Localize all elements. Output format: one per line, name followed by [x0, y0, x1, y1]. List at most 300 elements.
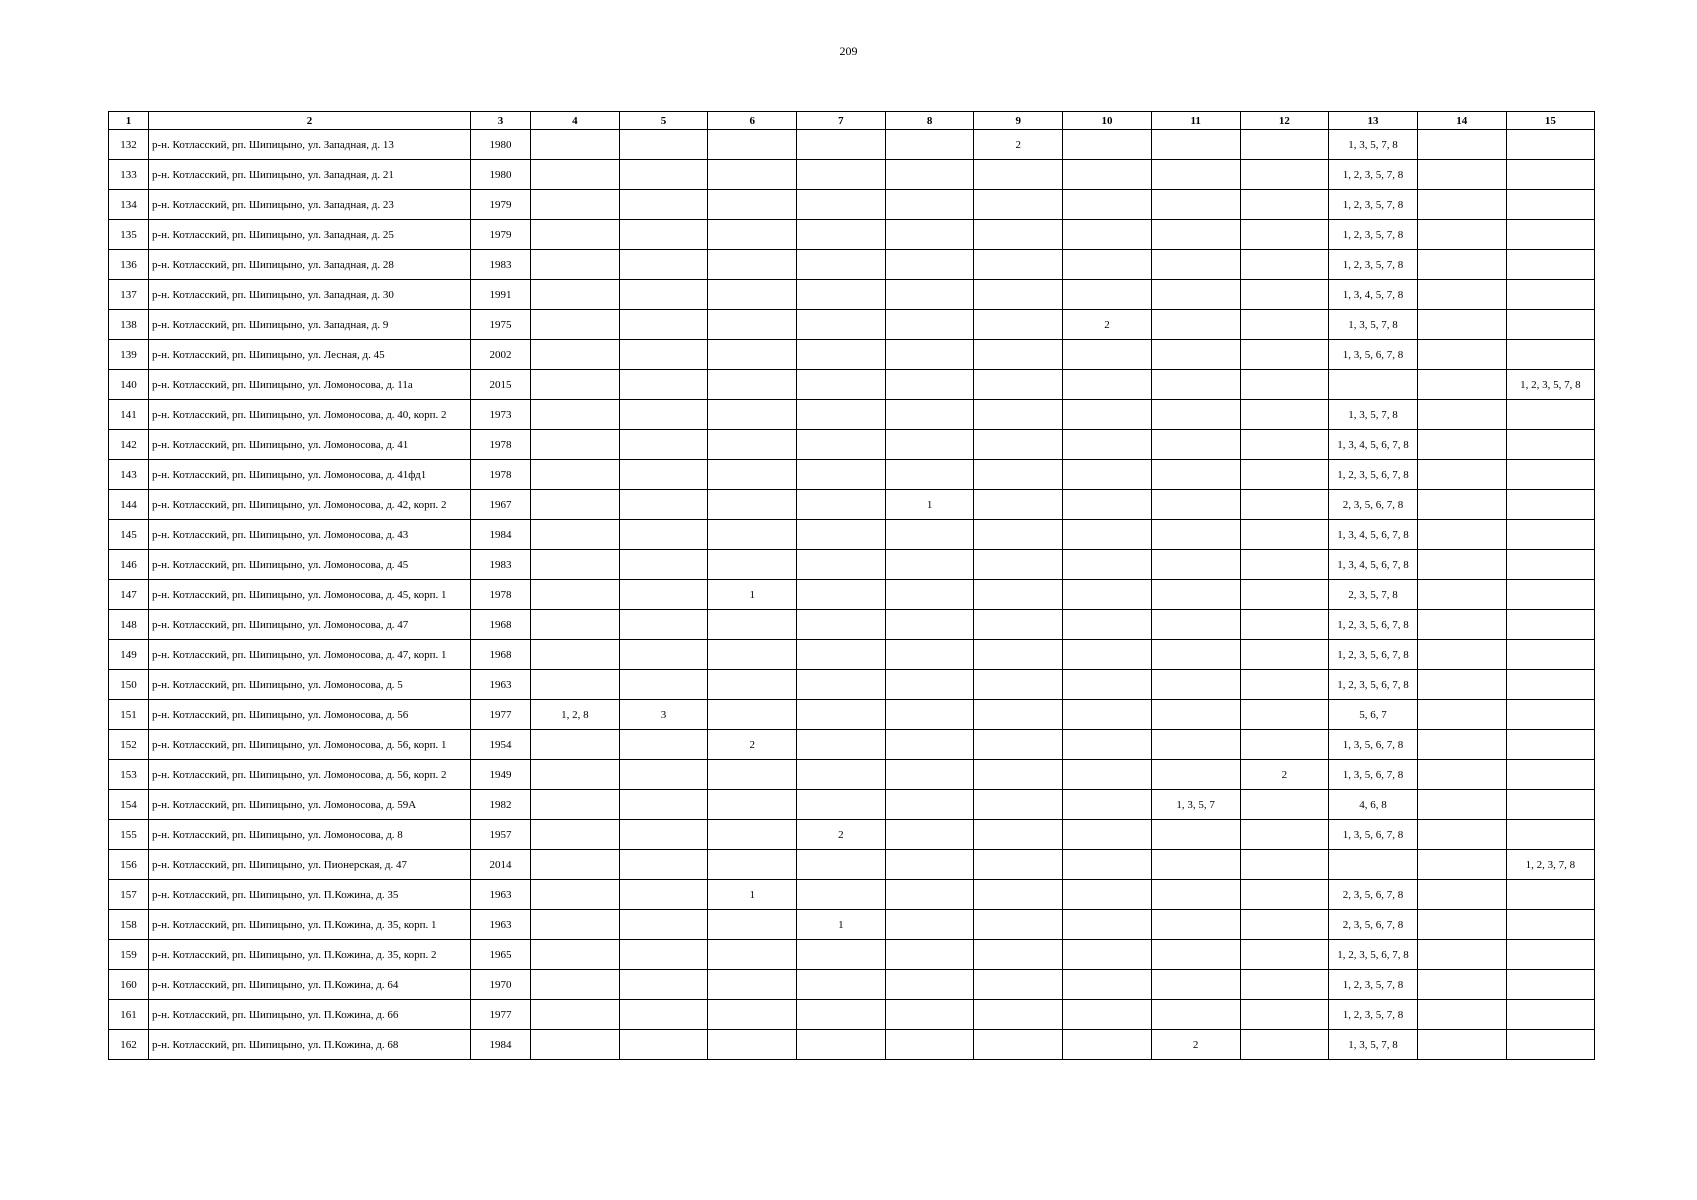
column-13-cell: 1, 2, 3, 5, 7, 8	[1329, 220, 1418, 250]
column-14-cell	[1417, 430, 1506, 460]
column-4-cell	[531, 550, 620, 580]
column-13-cell: 1, 2, 3, 5, 6, 7, 8	[1329, 610, 1418, 640]
year-cell: 1963	[471, 880, 531, 910]
column-12-cell	[1240, 790, 1329, 820]
column-7-cell	[797, 880, 886, 910]
column-15-cell	[1506, 940, 1595, 970]
column-header-2: 2	[149, 112, 471, 130]
column-4-cell	[531, 430, 620, 460]
column-8-cell	[885, 820, 974, 850]
housing-registry-table	[108, 111, 1595, 1060]
column-14-cell	[1417, 250, 1506, 280]
column-8-cell	[885, 310, 974, 340]
column-12-cell	[1240, 370, 1329, 400]
column-15-cell	[1506, 220, 1595, 250]
column-5-cell	[619, 490, 708, 520]
column-4-cell	[531, 970, 620, 1000]
column-10-cell	[1063, 190, 1152, 220]
column-11-cell	[1151, 130, 1240, 160]
column-7-cell	[797, 400, 886, 430]
column-4-cell	[531, 880, 620, 910]
table-row	[109, 130, 1595, 160]
address-cell: р-н. Котласский, рп. Шипицыно, ул. Западная, д. 28	[149, 250, 471, 280]
column-8-cell	[885, 790, 974, 820]
column-14-cell	[1417, 610, 1506, 640]
column-header-12: 12	[1240, 112, 1329, 130]
year-cell: 1978	[471, 580, 531, 610]
column-13-cell: 1, 3, 4, 5, 7, 8	[1329, 280, 1418, 310]
column-4-cell	[531, 190, 620, 220]
row-number-cell: 155	[109, 820, 149, 850]
column-11-cell	[1151, 940, 1240, 970]
column-15-cell	[1506, 670, 1595, 700]
address-cell: р-н. Котласский, рп. Шипицыно, ул. Ломоносова, д. 47	[149, 610, 471, 640]
column-7-cell	[797, 970, 886, 1000]
column-7-cell	[797, 190, 886, 220]
row-number-cell: 154	[109, 790, 149, 820]
column-15-cell	[1506, 430, 1595, 460]
row-number-cell: 147	[109, 580, 149, 610]
column-4-cell	[531, 760, 620, 790]
column-5-cell	[619, 850, 708, 880]
column-5-cell	[619, 730, 708, 760]
column-6-cell	[708, 160, 797, 190]
column-10-cell	[1063, 640, 1152, 670]
column-7-cell	[797, 1030, 886, 1060]
column-8-cell	[885, 700, 974, 730]
column-8-cell	[885, 130, 974, 160]
column-5-cell	[619, 190, 708, 220]
column-15-cell	[1506, 820, 1595, 850]
column-11-cell: 1, 3, 5, 7	[1151, 790, 1240, 820]
column-10-cell	[1063, 340, 1152, 370]
column-9-cell	[974, 310, 1063, 340]
column-12-cell	[1240, 670, 1329, 700]
column-9-cell	[974, 730, 1063, 760]
column-15-cell	[1506, 550, 1595, 580]
year-cell: 1980	[471, 160, 531, 190]
column-10-cell	[1063, 130, 1152, 160]
year-cell: 1963	[471, 910, 531, 940]
column-15-cell	[1506, 1000, 1595, 1030]
column-8-cell	[885, 460, 974, 490]
column-6-cell	[708, 790, 797, 820]
column-6-cell	[708, 970, 797, 1000]
column-6-cell: 1	[708, 580, 797, 610]
column-6-cell	[708, 1000, 797, 1030]
column-9-cell	[974, 190, 1063, 220]
column-14-cell	[1417, 280, 1506, 310]
column-12-cell	[1240, 640, 1329, 670]
column-7-cell	[797, 340, 886, 370]
column-14-cell	[1417, 160, 1506, 190]
table-row	[109, 250, 1595, 280]
row-number-cell: 135	[109, 220, 149, 250]
column-9-cell	[974, 820, 1063, 850]
column-15-cell	[1506, 160, 1595, 190]
table-row	[109, 280, 1595, 310]
row-number-cell: 145	[109, 520, 149, 550]
table-row	[109, 1030, 1595, 1060]
table-row	[109, 790, 1595, 820]
column-5-cell	[619, 340, 708, 370]
column-4-cell	[531, 1000, 620, 1030]
column-10-cell	[1063, 910, 1152, 940]
table-row	[109, 460, 1595, 490]
column-10-cell	[1063, 490, 1152, 520]
column-6-cell	[708, 190, 797, 220]
column-4-cell	[531, 520, 620, 550]
column-13-cell: 1, 3, 5, 6, 7, 8	[1329, 820, 1418, 850]
table-row	[109, 190, 1595, 220]
column-15-cell	[1506, 1030, 1595, 1060]
column-11-cell	[1151, 280, 1240, 310]
year-cell: 1977	[471, 1000, 531, 1030]
column-12-cell	[1240, 130, 1329, 160]
table-row	[109, 370, 1595, 400]
column-6-cell	[708, 280, 797, 310]
column-9-cell	[974, 880, 1063, 910]
year-cell: 1978	[471, 430, 531, 460]
column-5-cell	[619, 670, 708, 700]
table-row	[109, 970, 1595, 1000]
column-11-cell	[1151, 550, 1240, 580]
column-6-cell	[708, 910, 797, 940]
column-6-cell	[708, 220, 797, 250]
column-header-10: 10	[1063, 112, 1152, 130]
column-11-cell	[1151, 520, 1240, 550]
column-8-cell	[885, 880, 974, 910]
column-5-cell	[619, 370, 708, 400]
address-cell: р-н. Котласский, рп. Шипицыно, ул. Ломоносова, д. 43	[149, 520, 471, 550]
column-13-cell: 1, 3, 5, 7, 8	[1329, 130, 1418, 160]
column-11-cell	[1151, 970, 1240, 1000]
column-12-cell	[1240, 220, 1329, 250]
table-row	[109, 310, 1595, 340]
column-5-cell	[619, 460, 708, 490]
column-8-cell: 1	[885, 490, 974, 520]
column-11-cell	[1151, 340, 1240, 370]
column-9-cell	[974, 160, 1063, 190]
row-number-cell: 157	[109, 880, 149, 910]
column-11-cell	[1151, 670, 1240, 700]
column-6-cell	[708, 610, 797, 640]
column-13-cell: 2, 3, 5, 6, 7, 8	[1329, 880, 1418, 910]
column-7-cell	[797, 430, 886, 460]
year-cell: 1968	[471, 640, 531, 670]
column-14-cell	[1417, 1000, 1506, 1030]
row-number-cell: 137	[109, 280, 149, 310]
column-4-cell	[531, 490, 620, 520]
column-header-4: 4	[531, 112, 620, 130]
column-15-cell	[1506, 190, 1595, 220]
column-13-cell: 4, 6, 8	[1329, 790, 1418, 820]
column-15-cell	[1506, 490, 1595, 520]
column-11-cell	[1151, 640, 1240, 670]
row-number-cell: 140	[109, 370, 149, 400]
year-cell: 1979	[471, 190, 531, 220]
column-15-cell	[1506, 790, 1595, 820]
column-10-cell	[1063, 400, 1152, 430]
table-row	[109, 220, 1595, 250]
column-4-cell	[531, 460, 620, 490]
column-9-cell	[974, 850, 1063, 880]
column-11-cell	[1151, 370, 1240, 400]
address-cell: р-н. Котласский, рп. Шипицыно, ул. Западная, д. 21	[149, 160, 471, 190]
column-4-cell	[531, 250, 620, 280]
row-number-cell: 149	[109, 640, 149, 670]
column-12-cell	[1240, 910, 1329, 940]
column-6-cell	[708, 850, 797, 880]
address-cell: р-н. Котласский, рп. Шипицыно, ул. Ломоносова, д. 5	[149, 670, 471, 700]
column-12-cell	[1240, 190, 1329, 220]
column-12-cell	[1240, 610, 1329, 640]
year-cell: 1954	[471, 730, 531, 760]
table-row	[109, 520, 1595, 550]
column-10-cell	[1063, 940, 1152, 970]
column-4-cell	[531, 820, 620, 850]
column-5-cell	[619, 820, 708, 850]
column-6-cell	[708, 700, 797, 730]
table-row	[109, 640, 1595, 670]
column-4-cell	[531, 940, 620, 970]
row-number-cell: 161	[109, 1000, 149, 1030]
column-9-cell	[974, 250, 1063, 280]
column-9-cell	[974, 1000, 1063, 1030]
column-6-cell	[708, 940, 797, 970]
column-4-cell	[531, 670, 620, 700]
column-11-cell	[1151, 190, 1240, 220]
column-4-cell	[531, 130, 620, 160]
column-10-cell	[1063, 550, 1152, 580]
column-8-cell	[885, 730, 974, 760]
column-15-cell: 1, 2, 3, 7, 8	[1506, 850, 1595, 880]
row-number-cell: 144	[109, 490, 149, 520]
column-4-cell	[531, 340, 620, 370]
column-14-cell	[1417, 910, 1506, 940]
column-14-cell	[1417, 400, 1506, 430]
column-5-cell	[619, 640, 708, 670]
column-14-cell	[1417, 220, 1506, 250]
column-10-cell	[1063, 700, 1152, 730]
column-14-cell	[1417, 850, 1506, 880]
address-cell: р-н. Котласский, рп. Шипицыно, ул. Ломоносова, д. 41	[149, 430, 471, 460]
column-11-cell	[1151, 730, 1240, 760]
column-14-cell	[1417, 550, 1506, 580]
column-14-cell	[1417, 700, 1506, 730]
column-10-cell	[1063, 280, 1152, 310]
column-8-cell	[885, 610, 974, 640]
column-7-cell	[797, 1000, 886, 1030]
table-row	[109, 580, 1595, 610]
column-14-cell	[1417, 340, 1506, 370]
column-9-cell	[974, 490, 1063, 520]
address-cell: р-н. Котласский, рп. Шипицыно, ул. П.Кожина, д. 35, корп. 2	[149, 940, 471, 970]
year-cell: 1991	[471, 280, 531, 310]
address-cell: р-н. Котласский, рп. Шипицыно, ул. Ломоносова, д. 40, корп. 2	[149, 400, 471, 430]
column-6-cell	[708, 1030, 797, 1060]
column-15-cell	[1506, 640, 1595, 670]
column-9-cell	[974, 1030, 1063, 1060]
column-8-cell	[885, 850, 974, 880]
column-7-cell	[797, 490, 886, 520]
column-6-cell	[708, 130, 797, 160]
column-11-cell	[1151, 1000, 1240, 1030]
column-13-cell: 1, 2, 3, 5, 6, 7, 8	[1329, 640, 1418, 670]
column-9-cell	[974, 430, 1063, 460]
column-13-cell: 1, 3, 5, 7, 8	[1329, 310, 1418, 340]
column-8-cell	[885, 760, 974, 790]
column-14-cell	[1417, 130, 1506, 160]
column-5-cell	[619, 1000, 708, 1030]
column-7-cell	[797, 790, 886, 820]
column-9-cell	[974, 460, 1063, 490]
year-cell: 1968	[471, 610, 531, 640]
column-13-cell	[1329, 850, 1418, 880]
column-6-cell: 2	[708, 730, 797, 760]
column-11-cell	[1151, 760, 1240, 790]
table-row	[109, 940, 1595, 970]
row-number-cell: 146	[109, 550, 149, 580]
column-14-cell	[1417, 670, 1506, 700]
column-6-cell: 1	[708, 880, 797, 910]
year-cell: 1970	[471, 970, 531, 1000]
address-cell: р-н. Котласский, рп. Шипицыно, ул. Ломоносова, д. 47, корп. 1	[149, 640, 471, 670]
column-8-cell	[885, 400, 974, 430]
column-9-cell	[974, 370, 1063, 400]
column-12-cell	[1240, 460, 1329, 490]
table-header	[109, 112, 1595, 130]
column-12-cell	[1240, 970, 1329, 1000]
column-4-cell	[531, 370, 620, 400]
column-9-cell	[974, 340, 1063, 370]
table-row	[109, 400, 1595, 430]
year-cell: 1983	[471, 550, 531, 580]
column-14-cell	[1417, 880, 1506, 910]
column-13-cell: 5, 6, 7	[1329, 700, 1418, 730]
column-header-5: 5	[619, 112, 708, 130]
column-15-cell	[1506, 520, 1595, 550]
row-number-cell: 143	[109, 460, 149, 490]
column-6-cell	[708, 430, 797, 460]
column-7-cell	[797, 220, 886, 250]
year-cell: 1949	[471, 760, 531, 790]
column-5-cell	[619, 880, 708, 910]
column-4-cell	[531, 280, 620, 310]
column-13-cell: 1, 3, 4, 5, 6, 7, 8	[1329, 520, 1418, 550]
column-8-cell	[885, 940, 974, 970]
column-4-cell	[531, 610, 620, 640]
column-14-cell	[1417, 580, 1506, 610]
column-13-cell: 2, 3, 5, 6, 7, 8	[1329, 490, 1418, 520]
column-12-cell	[1240, 700, 1329, 730]
column-10-cell	[1063, 610, 1152, 640]
column-10-cell	[1063, 430, 1152, 460]
column-14-cell	[1417, 940, 1506, 970]
column-13-cell: 1, 3, 5, 6, 7, 8	[1329, 760, 1418, 790]
column-5-cell	[619, 430, 708, 460]
column-14-cell	[1417, 490, 1506, 520]
column-13-cell: 1, 3, 5, 6, 7, 8	[1329, 730, 1418, 760]
column-4-cell	[531, 790, 620, 820]
column-7-cell	[797, 760, 886, 790]
year-cell: 1979	[471, 220, 531, 250]
year-cell: 1963	[471, 670, 531, 700]
column-15-cell	[1506, 580, 1595, 610]
column-5-cell	[619, 550, 708, 580]
column-15-cell	[1506, 730, 1595, 760]
row-number-cell: 136	[109, 250, 149, 280]
column-header-14: 14	[1417, 112, 1506, 130]
column-5-cell	[619, 160, 708, 190]
column-10-cell	[1063, 730, 1152, 760]
column-13-cell: 1, 2, 3, 5, 7, 8	[1329, 970, 1418, 1000]
address-cell: р-н. Котласский, рп. Шипицыно, ул. П.Кожина, д. 64	[149, 970, 471, 1000]
year-cell: 1984	[471, 520, 531, 550]
column-header-9: 9	[974, 112, 1063, 130]
column-7-cell	[797, 670, 886, 700]
column-7-cell	[797, 460, 886, 490]
column-14-cell	[1417, 190, 1506, 220]
column-11-cell	[1151, 400, 1240, 430]
address-cell: р-н. Котласский, рп. Шипицыно, ул. Ломоносова, д. 41фд1	[149, 460, 471, 490]
column-10-cell	[1063, 970, 1152, 1000]
column-14-cell	[1417, 790, 1506, 820]
column-7-cell	[797, 550, 886, 580]
column-11-cell	[1151, 460, 1240, 490]
column-5-cell	[619, 760, 708, 790]
column-14-cell	[1417, 1030, 1506, 1060]
table-row	[109, 730, 1595, 760]
column-6-cell	[708, 400, 797, 430]
column-10-cell	[1063, 370, 1152, 400]
address-cell: р-н. Котласский, рп. Шипицыно, ул. Западная, д. 25	[149, 220, 471, 250]
column-9-cell	[974, 640, 1063, 670]
address-cell: р-н. Котласский, рп. Шипицыно, ул. П.Кожина, д. 35, корп. 1	[149, 910, 471, 940]
year-cell: 1965	[471, 940, 531, 970]
column-11-cell	[1151, 880, 1240, 910]
column-5-cell	[619, 250, 708, 280]
column-14-cell	[1417, 730, 1506, 760]
column-5-cell	[619, 580, 708, 610]
column-9-cell	[974, 700, 1063, 730]
column-13-cell: 1, 2, 3, 5, 6, 7, 8	[1329, 670, 1418, 700]
column-11-cell	[1151, 910, 1240, 940]
table-row	[109, 880, 1595, 910]
address-cell: р-н. Котласский, рп. Шипицыно, ул. Ломоносова, д. 56, корп. 2	[149, 760, 471, 790]
year-cell: 1983	[471, 250, 531, 280]
column-10-cell	[1063, 1030, 1152, 1060]
column-9-cell	[974, 520, 1063, 550]
column-14-cell	[1417, 310, 1506, 340]
table-row	[109, 850, 1595, 880]
column-6-cell	[708, 460, 797, 490]
column-7-cell	[797, 940, 886, 970]
column-14-cell	[1417, 760, 1506, 790]
column-13-cell: 2, 3, 5, 7, 8	[1329, 580, 1418, 610]
column-10-cell	[1063, 580, 1152, 610]
row-number-cell: 134	[109, 190, 149, 220]
page-number: 209	[839, 44, 858, 58]
column-13-cell: 1, 3, 5, 7, 8	[1329, 1030, 1418, 1060]
address-cell: р-н. Котласский, рп. Шипицыно, ул. Ломоносова, д. 56	[149, 700, 471, 730]
column-12-cell	[1240, 1030, 1329, 1060]
column-7-cell	[797, 250, 886, 280]
column-13-cell: 1, 2, 3, 5, 7, 8	[1329, 160, 1418, 190]
column-11-cell	[1151, 220, 1240, 250]
column-8-cell	[885, 160, 974, 190]
column-9-cell	[974, 280, 1063, 310]
